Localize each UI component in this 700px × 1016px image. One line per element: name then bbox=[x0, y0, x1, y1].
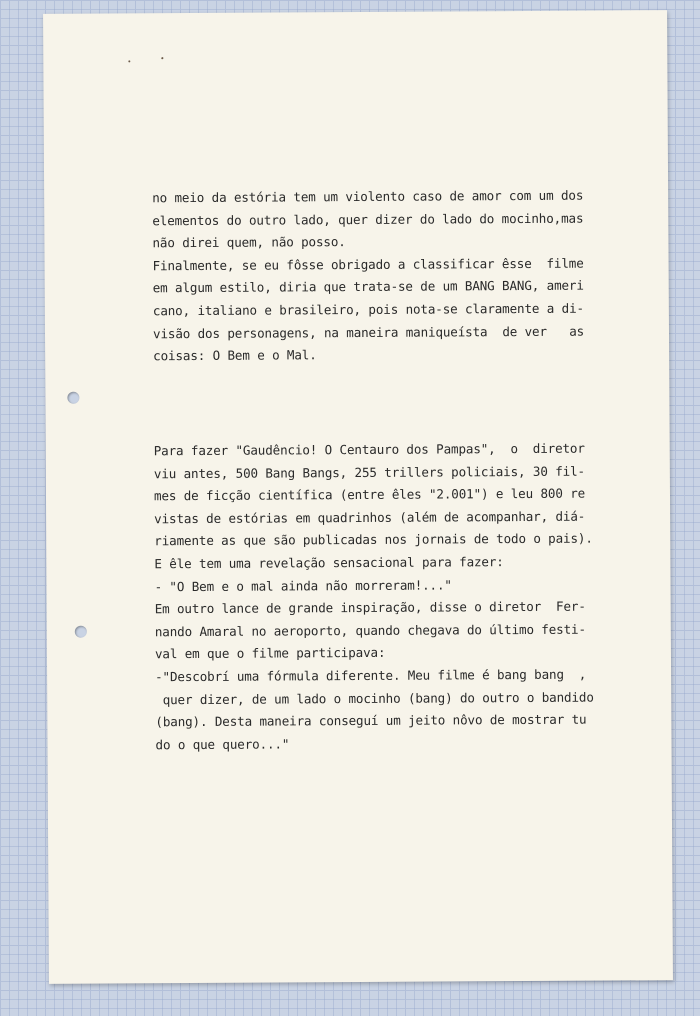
text-line: Em outro lance de grande inspiração, disse o diretor Fer- bbox=[154, 598, 586, 617]
paragraph-2 bbox=[154, 437, 656, 756]
text-line: mes de ficção científica (entre êles "2.001") e leu 800 re bbox=[153, 485, 586, 504]
punch-hole-bottom bbox=[75, 626, 87, 638]
text-line: Finalmente, se eu fôsse obrigado a classificar êsse filme bbox=[152, 255, 584, 274]
text-line: E êle tem uma revelação sensacional para fazer: bbox=[154, 554, 504, 572]
text-line: cano, italiano e brasileiro, pois nota-se claramente a di- bbox=[152, 300, 584, 319]
punch-hole-top bbox=[67, 392, 79, 404]
text-line: nando Amaral no aeroporto, quando chegava do último festi- bbox=[154, 621, 586, 639]
text-line: coisas: O Bem e o Mal. bbox=[153, 347, 317, 364]
text-line: no meio da estória tem um violento caso de amor com um dos bbox=[152, 187, 584, 206]
text-line: -"Descobrí uma fórmula diferente. Meu filme é bang bang , bbox=[155, 666, 587, 685]
text-line: Para fazer "Gaudêncio! O Centauro dos Pampas", o diretor bbox=[153, 440, 585, 459]
paper-speck bbox=[161, 57, 163, 59]
typewritten-page bbox=[43, 10, 673, 984]
paragraph-1 bbox=[152, 184, 653, 368]
text-line: em algum estilo, diria que trata-se de um BANG BANG, ameri bbox=[152, 277, 584, 296]
paper-speck bbox=[128, 60, 130, 62]
text-line: viu antes, 500 Bang Bangs, 255 trillers policiais, 30 fil- bbox=[153, 463, 585, 481]
text-line: do o que quero..." bbox=[155, 736, 290, 752]
text-line: (bang). Desta maneira conseguí um jeito nôvo de mostrar tu bbox=[155, 711, 587, 730]
text-line: visão dos personagens, na maneira maniqueísta de ver as bbox=[152, 323, 585, 341]
text-line: val em que o filme participava: bbox=[154, 645, 386, 662]
text-line: vistas de estórias em quadrinhos (além de acompanhar, diá- bbox=[154, 508, 586, 527]
text-line: elementos do outro lado, quer dizer do lado do mocinho,mas bbox=[152, 210, 584, 228]
text-line: - "O Bem e o mal ainda não morreram!..." bbox=[154, 576, 452, 594]
text-line: riamente as que são publicadas nos jornais de todo o pais). bbox=[154, 530, 593, 549]
text-line: quer dizer, de um lado o mocinho (bang) do outro o bandido bbox=[155, 689, 594, 707]
text-line: não direi quem, não posso. bbox=[152, 234, 346, 251]
